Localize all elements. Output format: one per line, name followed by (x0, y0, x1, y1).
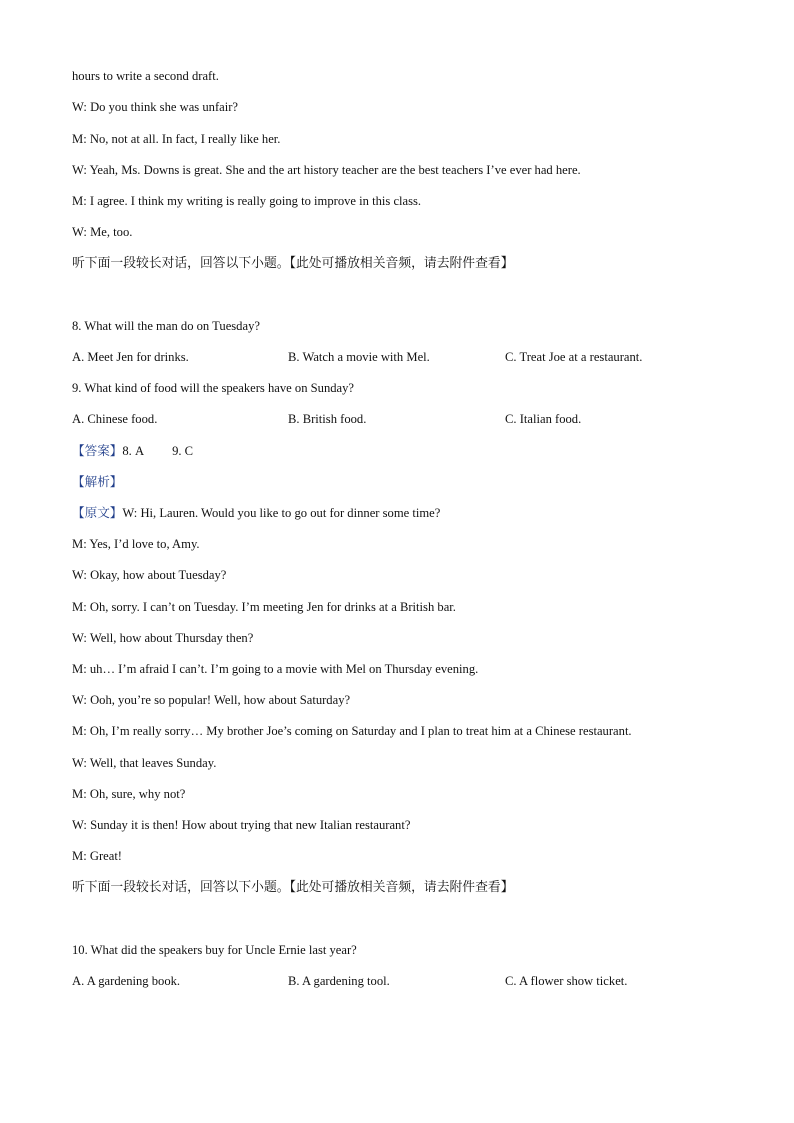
question-9: 9. What kind of food will the speakers have on Sunday? (72, 381, 355, 395)
dialogue-line: W: Hi, Lauren. Would you like to go out for dinner some time? (122, 506, 441, 520)
dialogue-line: M: Yes, I’d love to, Amy. (72, 537, 200, 551)
listening-instruction: 听下面一段较长对话，回答以下小题。【此处可播放相关音频，请去附件查看】 (72, 256, 514, 271)
dialogue-line: W: Well, how about Thursday then? (72, 631, 254, 645)
question-8: 8. What will the man do on Tuesday? (72, 319, 260, 333)
question-10: 10. What did the speakers buy for Uncle Ernie last year? (72, 943, 357, 957)
dialogue-line: hours to write a second draft. (72, 69, 219, 83)
original-label: 【原文】 (72, 505, 123, 520)
option-b: B. British food. (288, 412, 367, 426)
dialogue-line: M: Great! (72, 849, 123, 863)
answer-9: 9. C (172, 444, 194, 458)
dialogue-line: M: Oh, sure, why not? (72, 787, 186, 801)
dialogue-line: M: Oh, I’m really sorry… My brother Joe’s coming on Saturday and I plan to treat him at a Chinese restaurant. (72, 724, 632, 738)
answer-line (72, 443, 193, 459)
dialogue-line: W: Sunday it is then! How about trying that new Italian restaurant? (72, 818, 411, 832)
option-b: B. A gardening tool. (288, 974, 390, 988)
dialogue-line: W: Do you think she was unfair? (72, 100, 239, 114)
dialogue-line: W: Okay, how about Tuesday? (72, 568, 227, 582)
dialogue-line: W: Well, that leaves Sunday. (72, 756, 217, 770)
option-c: C. Treat Joe at a restaurant. (505, 350, 643, 364)
option-c: C. A flower show ticket. (505, 974, 628, 988)
option-b: B. Watch a movie with Mel. (288, 350, 430, 364)
option-a: A. A gardening book. (72, 974, 181, 988)
listening-instruction: 听下面一段较长对话，回答以下小题。【此处可播放相关音频，请去附件查看】 (72, 880, 514, 895)
dialogue-line: W: Yeah, Ms. Downs is great. She and the art history teacher are the best teachers I’ve ever had here. (72, 163, 581, 177)
original-text-first-line (72, 505, 440, 521)
dialogue-line: W: Me, too. (72, 225, 133, 239)
analysis-label: 【解析】 (72, 474, 123, 489)
dialogue-line: M: uh… I’m afraid I can’t. I’m going to a movie with Mel on Thursday evening. (72, 662, 479, 676)
dialogue-line: M: I agree. I think my writing is really going to improve in this class. (72, 194, 422, 208)
dialogue-line: W: Ooh, you’re so popular! Well, how about Saturday? (72, 693, 351, 707)
answer-8: 8. A (122, 444, 145, 458)
dialogue-line: M: No, not at all. In fact, I really like her. (72, 132, 281, 146)
option-a: A. Meet Jen for drinks. (72, 350, 189, 364)
option-a: A. Chinese food. (72, 412, 158, 426)
option-c: C. Italian food. (505, 412, 582, 426)
dialogue-line: M: Oh, sorry. I can’t on Tuesday. I’m meeting Jen for drinks at a British bar. (72, 600, 456, 614)
answer-label: 【答案】 (72, 443, 123, 458)
analysis-line (72, 474, 122, 490)
